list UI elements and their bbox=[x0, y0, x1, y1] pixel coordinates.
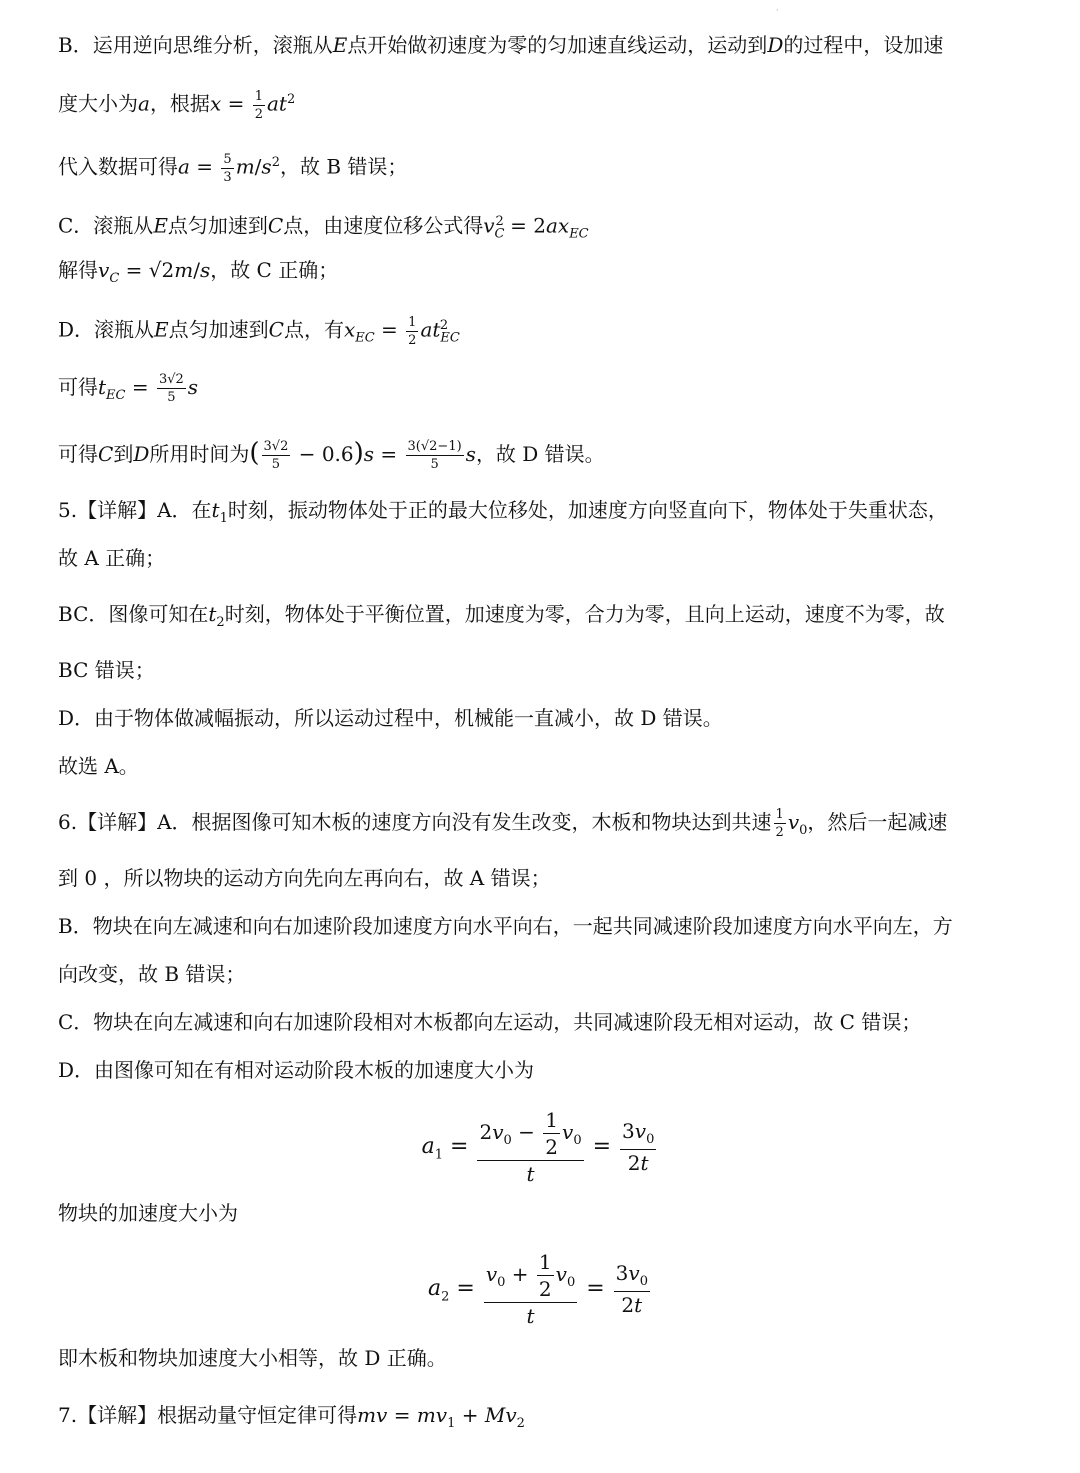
option-c-line-1: C．滚瓶从E点匀加速到C点，由速度位移公式得$v_C^2 = 2ax_{EC}$ bbox=[58, 213, 589, 242]
option-d-line-1: D．滚瓶从E点匀加速到C点，有$x_{EC}$ = $\frac{1}{2}$ $at_{EC}^2$ bbox=[58, 314, 460, 348]
q6-line-7: 物块的加速度大小为 bbox=[58, 1201, 238, 1225]
q6-line-5: C．物块在向左减速和向右加速阶段相对木板都向左运动，共同减速阶段无相对运动，故 C 错误； bbox=[58, 1010, 922, 1034]
q5-line-2: 故 A 正确； bbox=[58, 546, 166, 570]
q6-line-4: 向改变，故 B 错误； bbox=[58, 962, 246, 986]
option-d-line-2: 可得$t_{EC}$ = $\frac{3√2}{5}$ s bbox=[58, 372, 199, 405]
option-b-line-1: B．运用逆向思维分析，滚瓶从E点开始做初速度为零的匀加速直线运动，运动到D的过程中，设加速 bbox=[58, 33, 944, 57]
q7-line-1: 7.【详解】根据动量守恒定律可得mv = $mv_1 + Mv_2$ bbox=[58, 1403, 525, 1431]
q6-line-8: 即木板和物块加速度大小相等，故 D 正确。 bbox=[58, 1346, 447, 1370]
q6-line-6: D．由图像可知在有相对运动阶段木板的加速度大小为 bbox=[58, 1058, 535, 1082]
page-mark: · bbox=[776, 6, 779, 15]
option-b-line-2: 度大小为a，根据x = $\frac{1}{2}$ $at^2$ bbox=[58, 88, 296, 122]
q6-line-2: 到 0 ，所以物块的运动方向先向左再向右，故 A 错误； bbox=[58, 866, 551, 890]
q6-line-1: 6.【详解】A．根据图像可知木板的速度方向没有发生改变，木板和物块达到共速 $\frac{1}{2}$ $v_0$，然后一起减速 bbox=[58, 807, 948, 840]
option-d-line-3: 可得C到D所用时间为( $\frac{3√2}{5}$ − 0.6)s = $\frac{3(√2-1)}{5}$ s，故 D 错误。 bbox=[58, 438, 605, 472]
option-c-line-2: 解得$v_C = √2m/s$，故 C 正确； bbox=[58, 258, 339, 286]
equation-a1: $a_1$ = $2v_0$ − $\frac{1}{2}$ $v_0$ t = $\frac{3v_0}{2t}$ bbox=[421, 1108, 655, 1186]
equation-a2: $a_2$ = $v_0$ + $\frac{1}{2}$ $v_0$ t = $\frac{3v_0}{2t}$ bbox=[428, 1250, 648, 1328]
q6-line-3: B．物块在向左减速和向右加速阶段加速度方向水平向右，一起共同减速阶段加速度方向水平向左，方 bbox=[58, 914, 953, 938]
q5-line-6: 故选 A。 bbox=[58, 754, 139, 778]
q5-line-1: 5.【详解】A．在$t_1$时刻，振动物体处于正的最大位移处，加速度方向竖直向下，物体处于失重状态， bbox=[58, 498, 948, 526]
option-b-line-3: 代入数据可得a = $\frac{5}{3}$ $m/s^2$，故 B 错误； bbox=[58, 151, 408, 185]
q5-line-5: D．由于物体做减幅振动，所以运动过程中，机械能一直减小，故 D 错误。 bbox=[58, 706, 723, 730]
q5-line-4: BC 错误； bbox=[58, 658, 155, 682]
q5-line-3: BC．图像可知在$t_2$时刻，物体处于平衡位置，加速度为零，合力为零，且向上运动，速度不为零，故 bbox=[58, 602, 945, 630]
